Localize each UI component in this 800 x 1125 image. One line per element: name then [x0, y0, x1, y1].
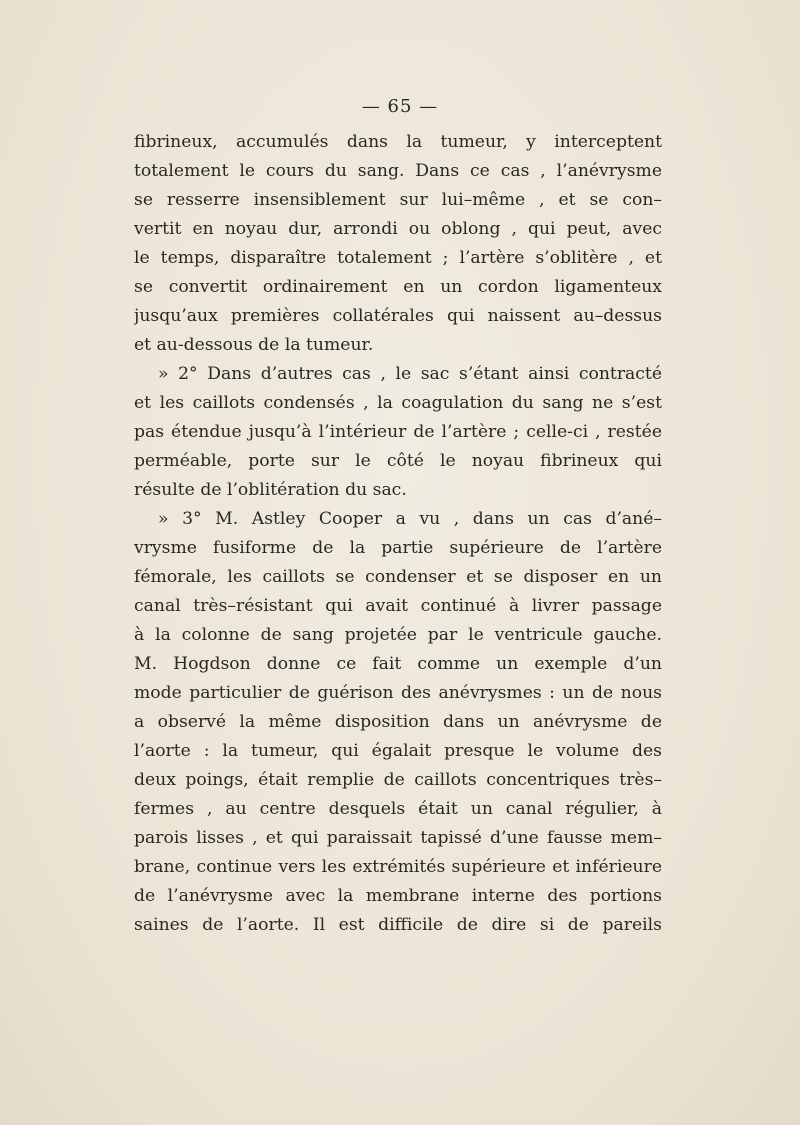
text-line: fibrineux, accumulés dans la tumeur, y interceptent [134, 132, 662, 152]
body-text [134, 128, 662, 940]
text-line: » 3° M. Astley Cooper a vu , dans un cas d’ané– [158, 509, 662, 529]
text-line: deux poings, était remplie de caillots concentriques très– [134, 770, 662, 790]
text-line: » 2° Dans d’autres cas , le sac s’étant ainsi contracté [158, 364, 662, 384]
text-line: à la colonne de sang projetée par le ventricule gauche. [134, 625, 662, 645]
text-line: canal très–résistant qui avait continué à livrer passage [134, 596, 662, 616]
text-line: totalement le cours du sang. Dans ce cas , l’anévrysme [134, 161, 662, 181]
text-line: fémorale, les caillots se condenser et se disposer en un [134, 567, 662, 587]
text-line: vertit en noyau dur, arrondi ou oblong , qui peut, avec [134, 219, 662, 239]
text-line: et les caillots condensés , la coagulation du sang ne s’est [134, 393, 662, 413]
text-line: jusqu’aux premières collatérales qui naissent au–dessus [134, 306, 662, 326]
text-line: parois lisses , et qui paraissait tapissé d’une fausse mem– [134, 828, 662, 848]
text-line: mode particulier de guérison des anévrysmes : un de nous [134, 683, 662, 703]
text-line: saines de l’aorte. Il est difficile de dire si de pareils [134, 915, 662, 935]
text-line: résulte de l’oblitération du sac. [134, 480, 407, 500]
text-line: pas étendue jusqu’à l’intérieur de l’artère ; celle-ci , restée [134, 422, 662, 442]
text-line: fermes , au centre desquels était un canal régulier, à [134, 799, 662, 819]
text-line: de l’anévrysme avec la membrane interne des portions [134, 886, 662, 906]
text-line: se convertit ordinairement en un cordon ligamenteux [134, 277, 662, 297]
text-line: l’aorte : la tumeur, qui égalait presque le volume des [134, 741, 662, 761]
text-line: se resserre insensiblement sur lui–même , et se con– [134, 190, 662, 210]
text-line: a observé la même disposition dans un anévrysme de [134, 712, 662, 732]
text-line: vrysme fusiforme de la partie supérieure de l’artère [134, 538, 662, 558]
text-line: brane, continue vers les extrémités supérieure et inférieure [134, 857, 662, 877]
text-line: M. Hogdson donne ce fait comme un exemple d’un [134, 654, 662, 674]
text-line: le temps, disparaître totalement ; l’artère s’oblitère , et [134, 248, 662, 268]
text-line: perméable, porte sur le côté le noyau fibrineux qui [134, 451, 662, 471]
page-number: — 65 — [361, 96, 439, 117]
text-line: et au-dessous de la tumeur. [134, 335, 374, 355]
